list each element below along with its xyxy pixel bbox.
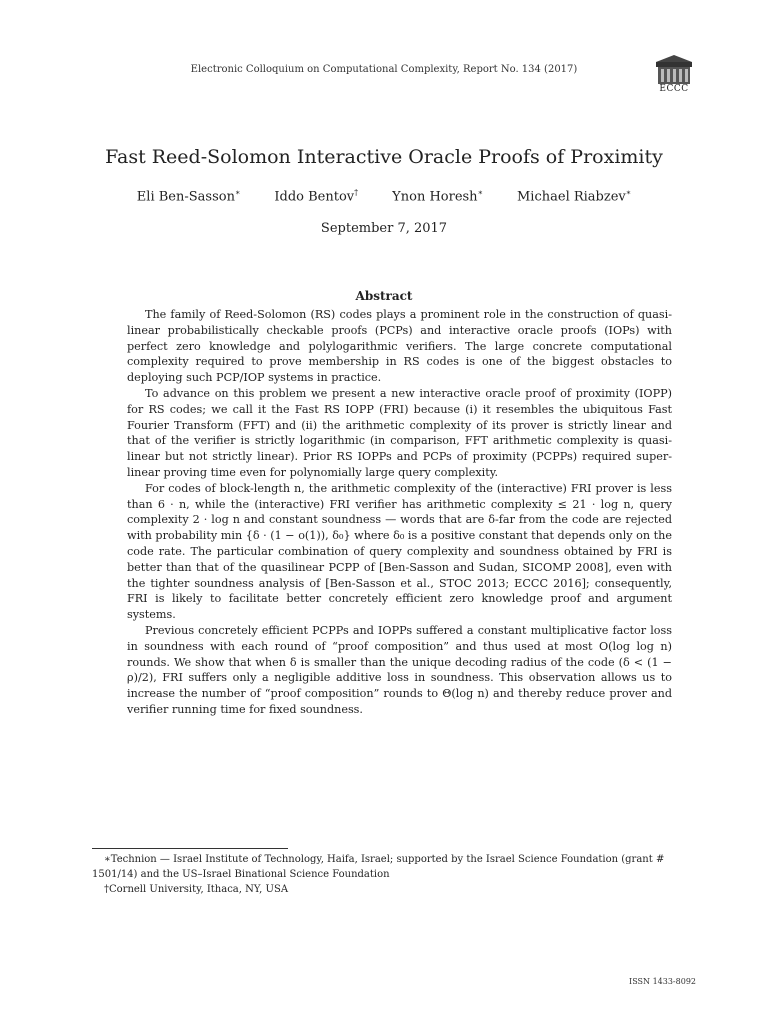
abstract-heading: Abstract xyxy=(355,289,413,303)
author: Michael Riabzev∗ xyxy=(517,188,632,205)
abstract-body xyxy=(127,307,672,718)
abstract-paragraph: For codes of block-length n, the arithmetic complexity of the (interactive) FRI prover is less than 6 · n, while the (interactive) FRI verifier has arithmetic complexity ≤ 21 · log n, query complexity 2 · log n and constant soundness — words that are δ-far from the code are rejected with probability min {δ · (1 − o(1)), δ₀} where δ₀ is a positive constant that depends only on the code rate. The particular combination of query complexity and soundness obtained by FRI is better than that of the quasilinear PCPP of [Ben-Sasson and Sudan, SICOMP 2008], even with the tighter soundness analysis of [Ben-Sasson et al., STOC 2013; ECCC 2016]; consequently, FRI is likely to facilitate better concretely efficient zero knowledge proof and argument systems. xyxy=(127,481,672,622)
eccc-logo-text: ECCC xyxy=(659,84,689,94)
author-list xyxy=(0,188,768,204)
abstract-paragraph: Previous concretely efficient PCPPs and IOPPs suffered a constant multiplicative factor loss in soundness with each round of “proof composition” and thus used at most O(log log n) rounds. We show that when δ is smaller than the unique decoding radius of the code (δ < (1 − ρ)/2), FRI suffers only a negligible additive loss in soundness. This observation allows us to increase the number of “proof composition” rounds to Θ(log n) and thereby reduce prover and verifier running time for fixed soundness. xyxy=(127,623,672,716)
paper-date: September 7, 2017 xyxy=(320,221,448,236)
author: Eli Ben-Sasson∗ xyxy=(136,188,241,205)
footnote: †Cornell University, Ithaca, NY, USA xyxy=(104,884,289,895)
footnote: ∗Technion — Israel Institute of Technology, Haifa, Israel; supported by the Israel Science Foundation (grant # 1501/14) and the US–Israel Binational Science Foundation xyxy=(92,854,665,880)
abstract-paragraph: To advance on this problem we present a new interactive oracle proof of proximity (IOPP) for RS codes; we call it the Fast RS IOPP (FRI) because (i) it resembles the ubiquitous Fast Fourier Transform (FFT) and (ii) the arithmetic complexity of its prover is strictly linear and that of the verifier is strictly logarithmic (in comparison, FFT arithmetic complexity is quasi-linear but not strictly linear). Prior RS IOPPs and PCPs of proximity (PCPPs) required super-linear proving time even for polynomially large query complexity. xyxy=(127,386,672,479)
paper-title: Fast Reed-Solomon Interactive Oracle Proofs of Proximity xyxy=(105,146,663,168)
author: Iddo Bentov† xyxy=(274,188,359,205)
author: Ynon Horesh∗ xyxy=(392,188,483,205)
running-head: Electronic Colloquium on Computational Complexity, Report No. 134 (2017) xyxy=(190,64,578,75)
issn-label: ISSN 1433-8092 xyxy=(629,977,696,986)
footnote-divider xyxy=(92,848,288,849)
footnotes xyxy=(92,852,682,897)
abstract-paragraph: The family of Reed-Solomon (RS) codes plays a prominent role in the construction of quasi-linear probabilistically checkable proofs (PCPs) and interactive oracle proofs (IOPs) with perfect zero knowledge and polylogarithmic verifiers. The large concrete computational complexity required to prove membership in RS codes is one of the biggest obstacles to deploying such PCP/IOP systems in practice. xyxy=(127,308,672,385)
